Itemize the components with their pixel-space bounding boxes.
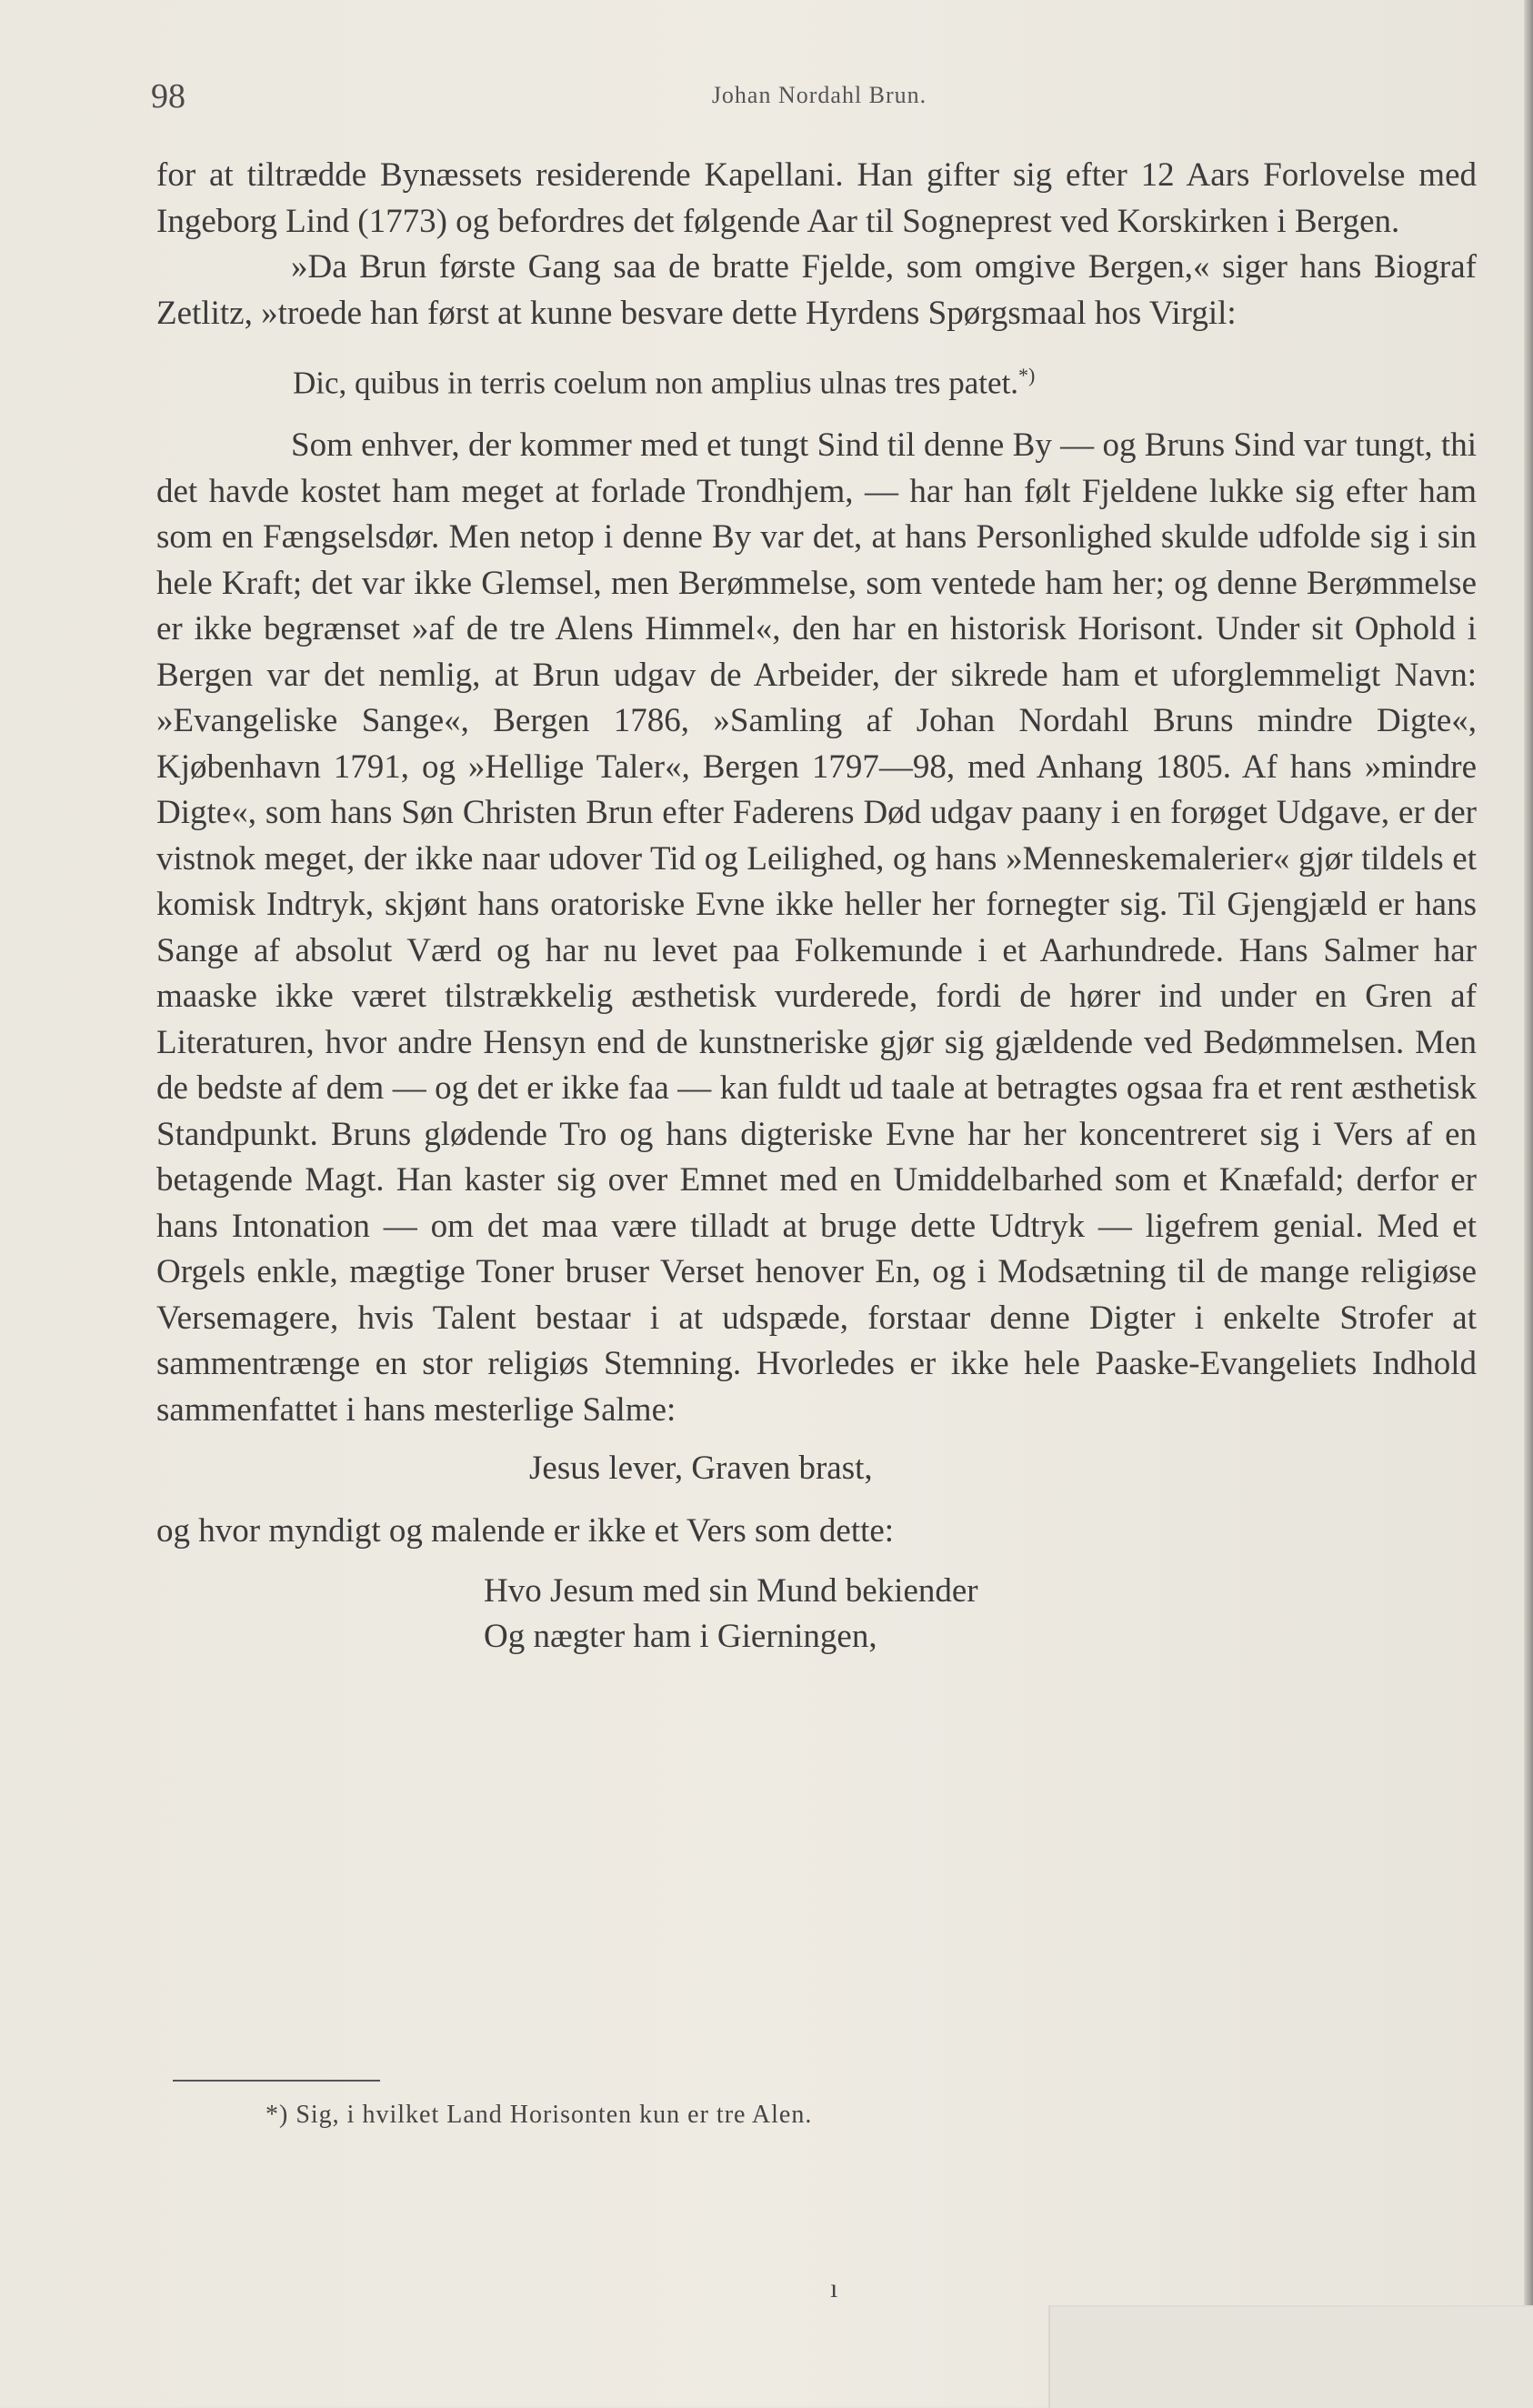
- latin-quote-text: Dic, quibus in terris coelum non amplius ulnas tres patet.: [293, 365, 1019, 401]
- verse-line-1: Jesus lever, Graven brast,: [529, 1450, 873, 1488]
- bottom-mark: ı: [830, 2273, 838, 2303]
- footnote: *) Sig, i hvilket Land Horisonten kun er tre Alen.: [266, 2101, 813, 2129]
- paragraph-2: »Da Brun første Gang saa de bratte Fjelde, som omgive Bergen,« siger hans Biograf Zetlitz, »troede han først at kunne besvare dette Hyrdens Spørgsmaal hos Virgil:: [156, 248, 1477, 332]
- page-edge-shadow: [1524, 0, 1533, 2406]
- paragraph-1: for at tiltrædde Bynæssets residerende Kapellani. Han gifter sig efter 12 Aars Forlovelse med Ingeborg Lind (1773) og befordres det følgende Aar til Sogneprest ved Korskirken i Bergen.: [156, 156, 1477, 240]
- page-number: 98: [151, 77, 185, 115]
- footnote-mark: *): [1018, 364, 1036, 386]
- body-text: [156, 153, 1477, 1660]
- running-title: Johan Nordahl Brun.: [711, 82, 927, 108]
- page-header: [151, 76, 1488, 122]
- continuation-line: og hvor myndigt og malende er ikke et Vers som dette:: [156, 1511, 895, 1550]
- verse-line-2a: Hvo Jesum med sin Mund bekiender: [484, 1572, 978, 1610]
- verse-block-2: [484, 1569, 1477, 1660]
- latin-quote: [293, 353, 1477, 406]
- footnote-rule: [173, 2080, 380, 2082]
- verse-line-2b: Og nægter ham i Gierningen,: [484, 1618, 877, 1656]
- main-paragraph: Som enhver, der kommer med et tungt Sind til denne By — og Bruns Sind var tungt, thi det havde kostet ham meget at forlade Trondhjem, — har han følt Fjeldene lukke sig efter ham som en Fængselsdør. Men netop i denne By var det, at hans Personlighed skulde udfolde sig i sin hele Kraft; det var ikke Glemsel, men Berømmelse, som ventede ham her; og denne Berømmelse er ikke begrænset »af de tre Alens Himmel«, den har en historisk Horisont. Under sit Ophold i Bergen var det nemlig, at Brun udgav de Arbeider, der sikrede ham et uforglemmeligt Navn: »Evangeliske Sange«, Bergen 1786, »Samling af Johan Nordahl Bruns mindre Digte«, Kjøbenhavn 1791, og »Hellige Taler«, Bergen 1797—98, med Anhang 1805. Af hans »mindre Digte«, som hans Søn Christen Brun efter Faderens Død udgav paany i en forøget Udgave, er der vistnok meget, der ikke naar udover Tid og Leilighed, og hans »Menneskemalerier« gjør tildels et komisk Indtryk, skjønt hans oratoriske Evne ikke heller her fornegter sig. Til Gjengjæld er hans Sange af absolut Værd og har nu levet paa Folkemunde i et Aarhundrede. Hans Salmer har maaske ikke været tilstrækkelig æsthetisk vurderede, fordi de hører ind under en Gren af Literaturen, hvor andre Hensyn end de kunstneriske gjør sig gjældende ved Bedømmelsen. Men de bedste af dem — og det er ikke faa — kan fuldt ud taale at betragtes ogsaa fra et rent æsthetisk Standpunkt. Bruns glødende Tro og hans digteriske Evne har her koncentreret sig i Vers af en betagende Magt. Han kaster sig over Emnet med en Umiddelbarhed som et Knæfald; derfor er hans Intonation — om det maa være tilladt at bruge dette Udtryk — ligefrem genial. Med et Orgels enkle, mægtige Toner bruser Verset henover En, og i Modsætning til de mange religiøse Versemagere, hvis Talent bestaar i at udspæde, forstaar denne Digter i enkelte Strofer at sammentrænge en stor religiøs Stemning. Hvorledes er ikke hele Paaske-Evangeliets Indhold sammenfattet i hans mesterlige Salme:: [156, 426, 1477, 1429]
- scan-artifact: [1048, 2305, 1533, 2408]
